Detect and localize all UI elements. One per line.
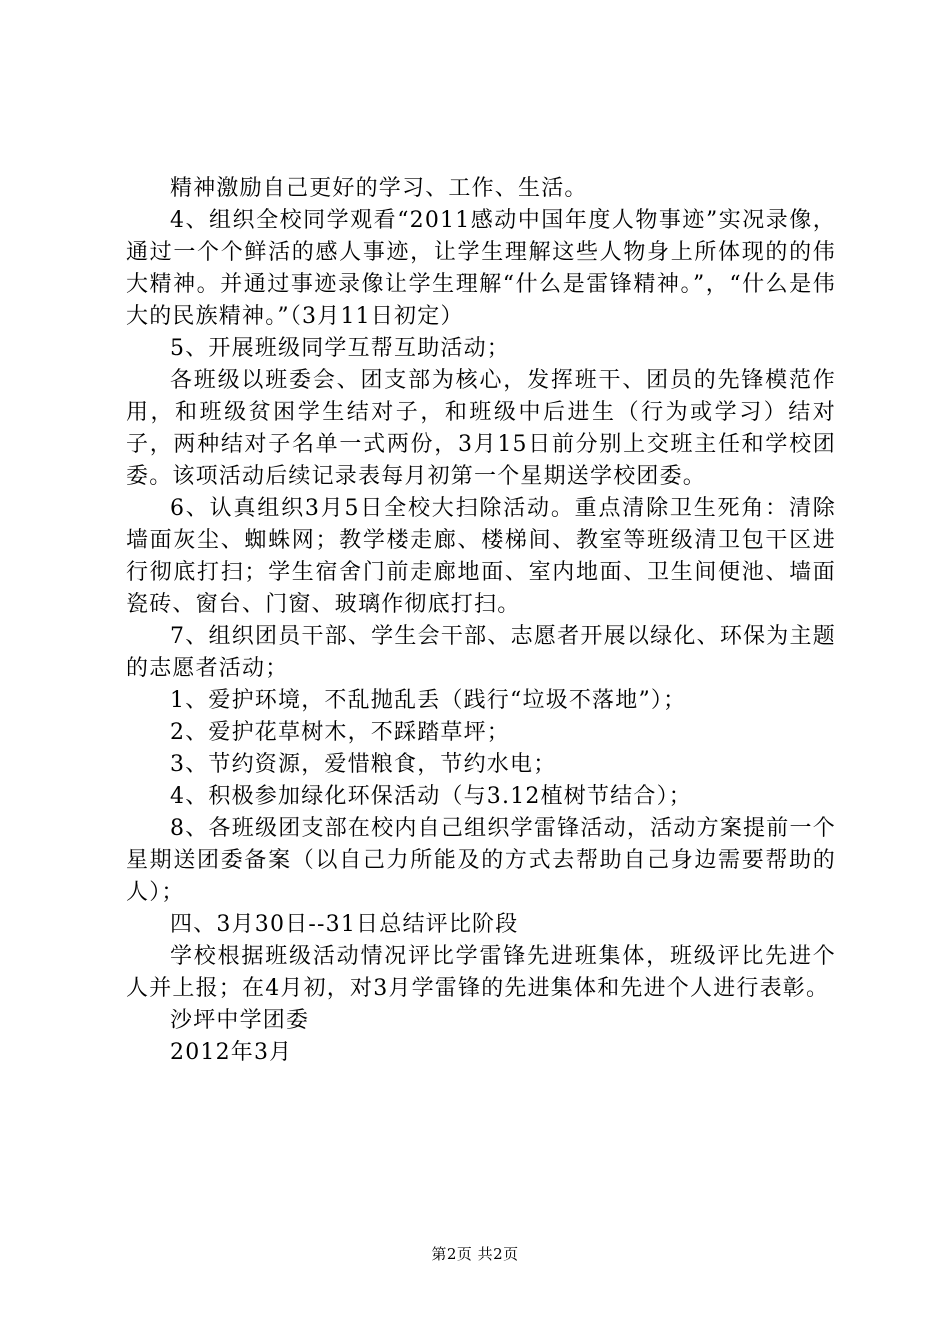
paragraph-subitem-1: 1、爱护环境，不乱抛乱丢（践行“垃圾不落地”）； xyxy=(170,688,687,713)
paragraph-item-4-video: 4、组织全校同学观看“2011感动中国年度人物事迹”实况录像，通过一个个鲜活的感人事迹，让学生理解这些人物身上所体现的的伟大精神。并通过事迹录像让学生理解“什么是雷锋精神。”，“什么是伟大的民族精神。”（3月11日初定） xyxy=(126,208,836,329)
paragraph-section-4-detail: 学校根据班级活动情况评比学雷锋先进班集体，班级评比先进个人并上报；在4月初，对3月学雷锋的先进集体和先进个人进行表彰。 xyxy=(126,944,836,1001)
paragraph-subitem-3: 3、节约资源，爱惜粮食，节约水电； xyxy=(170,752,557,777)
signature-organization: 沙坪中学团委 xyxy=(170,1008,310,1033)
paragraph-section-4-heading: 四、3月30日--31日总结评比阶段 xyxy=(170,912,519,937)
signature-date: 2012年3月 xyxy=(170,1040,293,1065)
paragraph-item-6-cleaning: 6、认真组织3月5日全校大扫除活动。重点清除卫生死角：清除墙面灰尘、蜘蛛网；教学楼走廊、楼梯间、教室等班级清卫包干区进行彻底打扫；学生宿舍门前走廊地面、室内地面、卫生间便池、墙面瓷砖、窗台、门窗、玻璃作彻底打扫。 xyxy=(126,496,836,617)
paragraph-item-7-heading: 7、组织团员干部、学生会干部、志愿者开展以绿化、环保为主题的志愿者活动； xyxy=(126,624,836,681)
paragraph-item-5-detail: 各班级以班委会、团支部为核心，发挥班干、团员的先锋模范作用，和班级贫困学生结对子，和班级中后进生（行为或学习）结对子，两种结对子名单一式两份，3月15日前分别上交班主任和学校团委。该项活动后续记录表每月初第一个星期送学校团委。 xyxy=(126,368,836,489)
paragraph-subitem-4: 4、积极参加绿化环保活动（与3.12植树节结合）； xyxy=(170,784,692,809)
paragraph-subitem-2: 2、爱护花草树木，不踩踏草坪； xyxy=(170,720,510,745)
page-footer: 第2页 共2页 xyxy=(431,1245,519,1263)
paragraph-item-5-heading: 5、开展班级同学互帮互助活动； xyxy=(170,336,510,361)
paragraph-item-8-branch-activities: 8、各班级团支部在校内自己组织学雷锋活动，活动方案提前一个星期送团委备案（以自己力所能及的方式去帮助自己身边需要帮助的人）； xyxy=(126,816,836,905)
paragraph-spirit-continuation: 精神激励自己更好的学习、工作、生活。 xyxy=(170,176,588,201)
document-body xyxy=(126,173,836,1069)
